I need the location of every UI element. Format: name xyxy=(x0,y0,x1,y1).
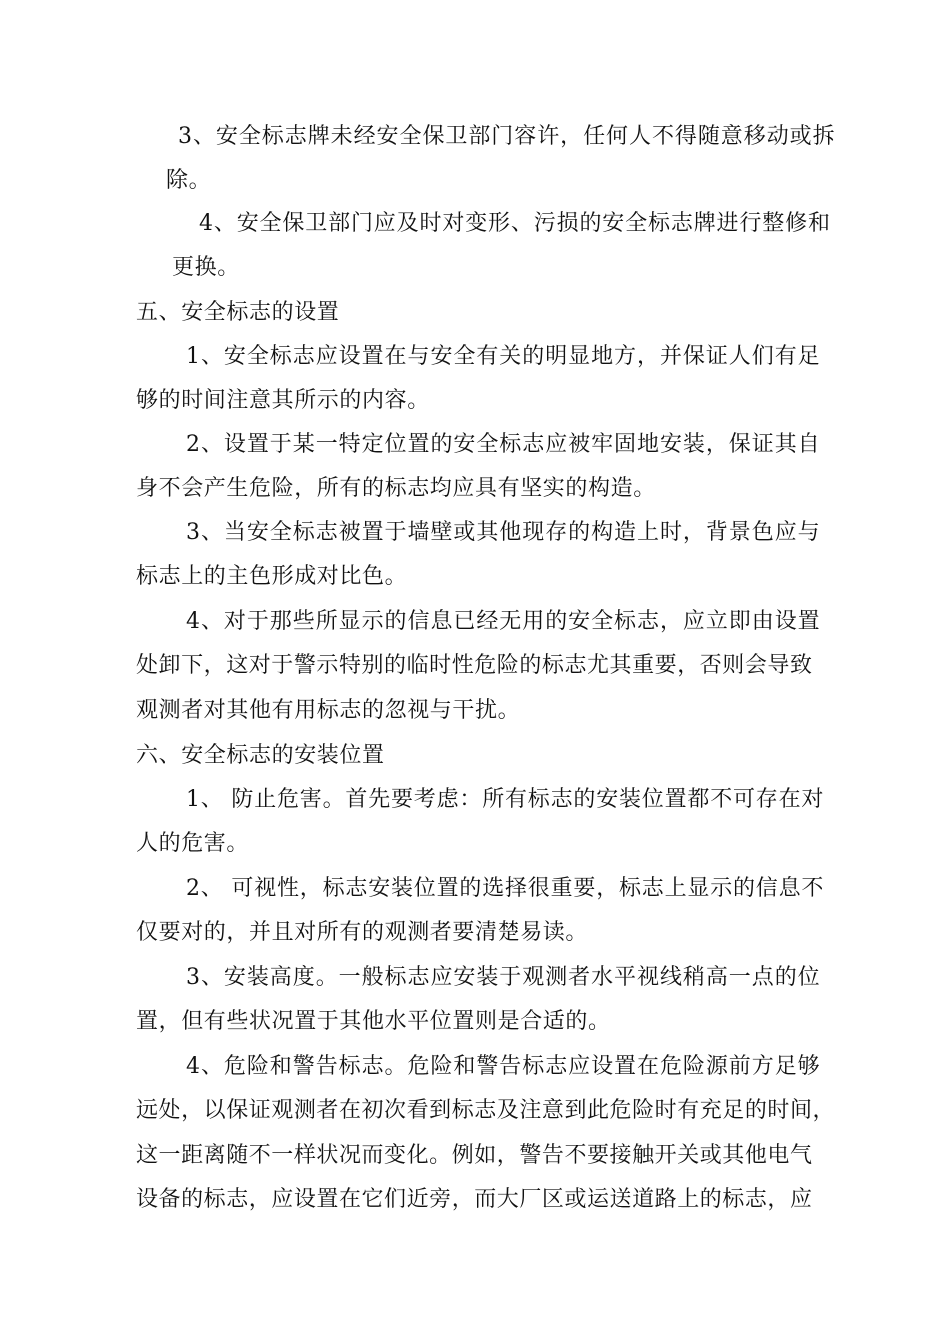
text-line: 除。 xyxy=(166,168,212,193)
text-line: 处卸下，这对于警示特别的临时性危险的标志尤其重要，否则会导致 xyxy=(136,653,813,678)
text-line: 4、危险和警告标志。危险和警告标志应设置在危险源前方足够 xyxy=(186,1054,821,1079)
text-line: 4、对于那些所显示的信息已经无用的安全标志，应立即由设置 xyxy=(186,609,821,634)
section-heading: 六、安全标志的安装位置 xyxy=(136,743,385,768)
text-line: 4、安全保卫部门应及时对变形、污损的安全标志牌进行整修和 xyxy=(199,211,831,236)
text-line: 1、安全标志应设置在与安全有关的明显地方，并保证人们有足 xyxy=(186,344,821,369)
text-line: 远处，以保证观测者在初次看到标志及注意到此危险时有充足的时间， xyxy=(136,1098,836,1123)
text-line: 身不会产生危险，所有的标志均应具有坚实的构造。 xyxy=(136,476,656,501)
text-line: 设备的标志，应设置在它们近旁，而大厂区或运送道路上的标志，应 xyxy=(136,1187,813,1212)
text-line: 人的危害。 xyxy=(136,831,250,856)
text-line: 置，但有些状况置于其他水平位置则是合适的。 xyxy=(136,1009,611,1034)
text-line: 3、安装高度。一般标志应安装于观测者水平视线稍高一点的位 xyxy=(186,965,821,990)
text-line: 标志上的主色形成对比色。 xyxy=(136,564,408,589)
text-line: 2、 可视性，标志安装位置的选择很重要，标志上显示的信息不 xyxy=(186,876,825,901)
text-line: 3、当安全标志被置于墙壁或其他现存的构造上时，背景色应与 xyxy=(186,520,821,545)
text-line: 够的时间注意其所示的内容。 xyxy=(136,388,430,413)
text-line: 3、安全标志牌未经安全保卫部门容许，任何人不得随意移动或拆 xyxy=(178,124,836,149)
text-line: 更换。 xyxy=(172,255,240,280)
text-line: 仅要对的，并且对所有的观测者要清楚易读。 xyxy=(136,920,589,945)
text-line: 1、 防止危害。首先要考虑：所有标志的安装位置都不可存在对 xyxy=(186,787,825,812)
text-line: 这一距离随不一样状况而变化。例如，警告不要接触开关或其他电气 xyxy=(136,1143,813,1168)
text-line: 观测者对其他有用标志的忽视与干扰。 xyxy=(136,698,521,723)
text-line: 2、设置于某一特定位置的安全标志应被牢固地安装，保证其自 xyxy=(186,432,821,457)
section-heading: 五、安全标志的设置 xyxy=(136,300,340,325)
